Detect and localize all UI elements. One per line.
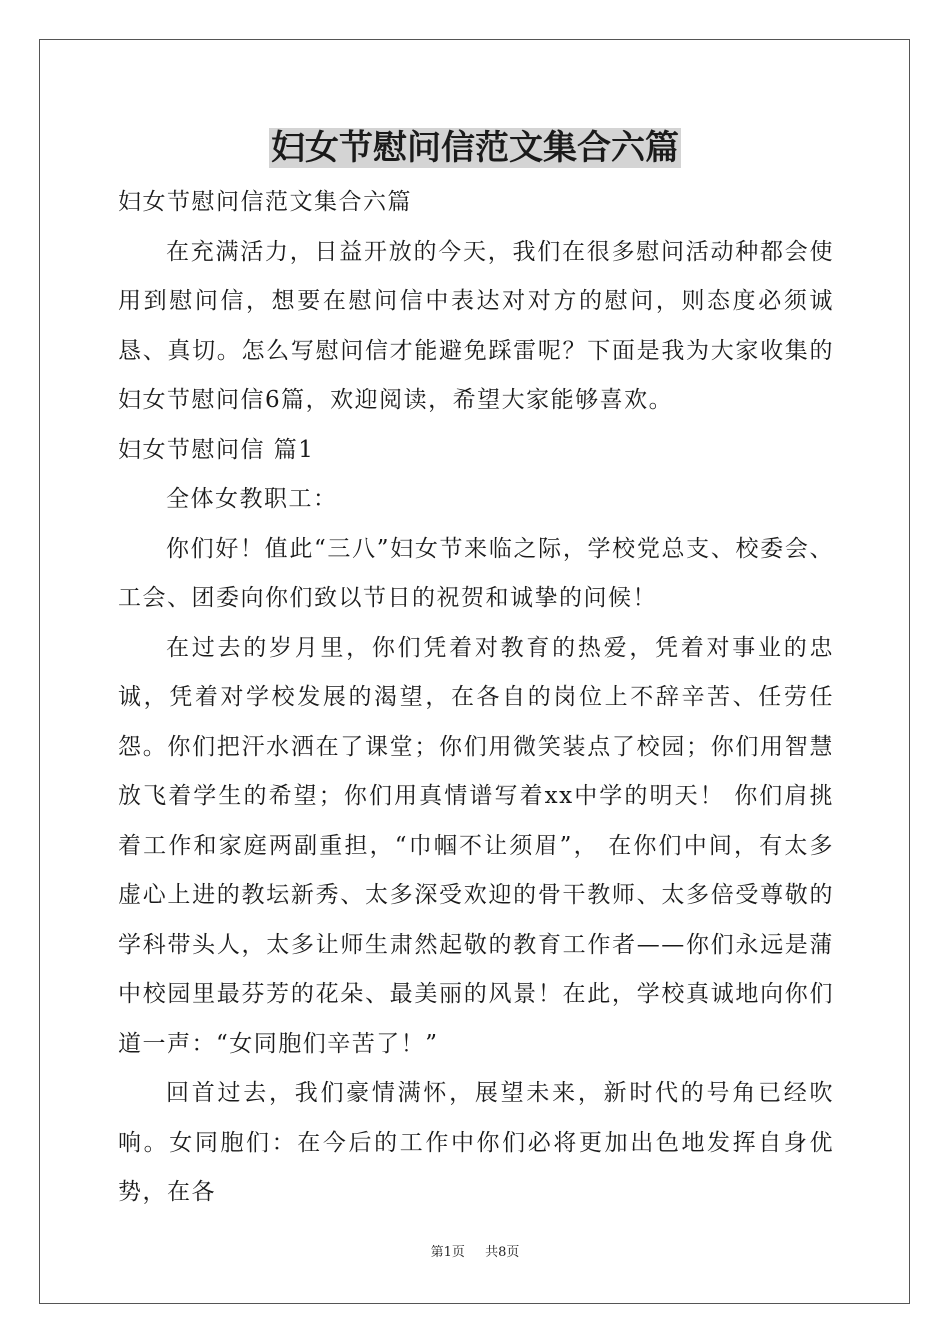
body-paragraph: 妇女节慰问信 篇1: [118, 436, 315, 463]
body-paragraph: 你们好！值此“三八”妇女节来临之际，学校党总支、校委会、工会、团委向你们致以节日的祝贺和诚挚的问候！: [118, 535, 834, 611]
document-title: [0, 126, 950, 170]
body-paragraph: 回首过去，我们豪情满怀，展望未来，新时代的号角已经吹响。女同胞们：在今后的工作中你们必将更加出色地发挥自身优势，在各: [118, 1080, 834, 1205]
body-paragraph: 全体女教职工：: [166, 486, 338, 512]
document-subtitle: 妇女节慰问信范文集合六篇: [118, 189, 412, 215]
document-body: [118, 178, 834, 1218]
body-paragraph: 在充满活力，日益开放的今天，我们在很多慰问活动种都会使用到慰问信，想要在慰问信中表达对对方的慰问，则态度必须诚恳、真切。怎么写慰问信才能避免踩雷呢？下面是我为大家收集的妇女节慰问信6篇，欢迎阅读，希望大家能够喜欢。: [118, 238, 834, 413]
page-number: 第1页: [430, 1245, 465, 1260]
document-title-text: 妇女节慰问信范文集合六篇: [271, 128, 679, 168]
page-footer: [0, 1245, 950, 1261]
page-total: 共8页: [485, 1245, 520, 1260]
body-paragraph: 在过去的岁月里，你们凭着对教育的热爱，凭着对事业的忠诚，凭着对学校发展的渴望，在各自的岗位上不辞辛苦、任劳任怨。你们把汗水洒在了课堂；你们用微笑装点了校园；你们用智慧放飞着学生的希望；你们用真情谱写着xx中学的明天！ 你们肩挑着工作和家庭两副重担，“巾帼不让须眉”， 在你们中间，有太多虚心上进的教坛新秀、太多深受欢迎的骨干教师、太多倍受尊敬的学科带头人，太多让师生肃然起敬的教育工作者——你们永远是蒲中校园里最芬芳的花朵、最美丽的风景！在此，学校真诚地向你们道一声：“女同胞们辛苦了！”: [118, 634, 834, 1057]
